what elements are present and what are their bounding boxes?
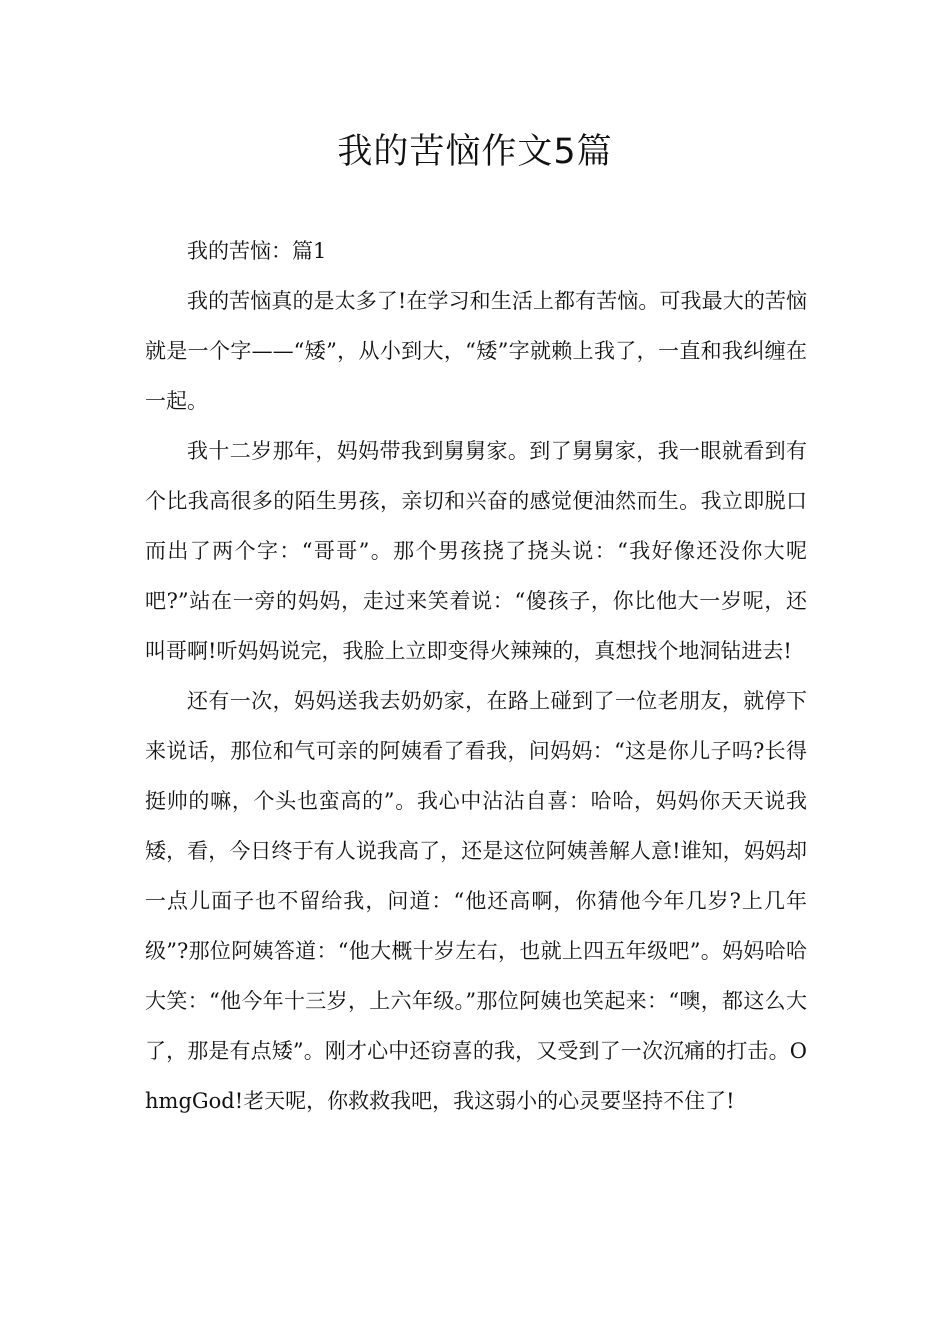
document-body bbox=[145, 226, 807, 1126]
document-title: 我的苦恼作文5篇 bbox=[337, 132, 613, 172]
section-heading: 我的苦恼：篇1 bbox=[187, 239, 327, 263]
paragraph: 我的苦恼真的是太多了!在学习和生活上都有苦恼。可我最大的苦恼就是一个字——“矮”，从小到大，“矮”字就赖上我了，一直和我纠缠在一起。 bbox=[145, 289, 807, 413]
paragraph: 我十二岁那年，妈妈带我到舅舅家。到了舅舅家，我一眼就看到有个比我高很多的陌生男孩，亲切和兴奋的感觉便油然而生。我立即脱口而出了两个字：“哥哥”。那个男孩挠了挠头说：“我好像还没你大呢吧?”站在一旁的妈妈，走过来笑着说：“傻孩子，你比他大一岁呢，还叫哥啊!听妈妈说完，我脸上立即变得火辣辣的，真想找个地洞钻进去! bbox=[145, 439, 807, 663]
paragraph: 还有一次，妈妈送我去奶奶家，在路上碰到了一位老朋友，就停下来说话，那位和气可亲的阿姨看了看我，问妈妈：“这是你儿子吗?长得挺帅的嘛，个头也蛮高的”。我心中沾沾自喜：哈哈，妈妈你天天说我矮，看，今日终于有人说我高了，还是这位阿姨善解人意!谁知，妈妈却一点儿面子也不留给我，问道：“他还高啊，你猜他今年几岁?上几年级”?那位阿姨答道：“他大概十岁左右，也就上四五年级吧”。妈妈哈哈大笑：“他今年十三岁，上六年级。”那位阿姨也笑起来：“噢，都这么大了，那是有点矮”。刚才心中还窃喜的我，又受到了一次沉痛的打击。OhmgGod!老天呢，你救救我吧，我这弱小的心灵要坚持不住了! bbox=[145, 689, 807, 1113]
